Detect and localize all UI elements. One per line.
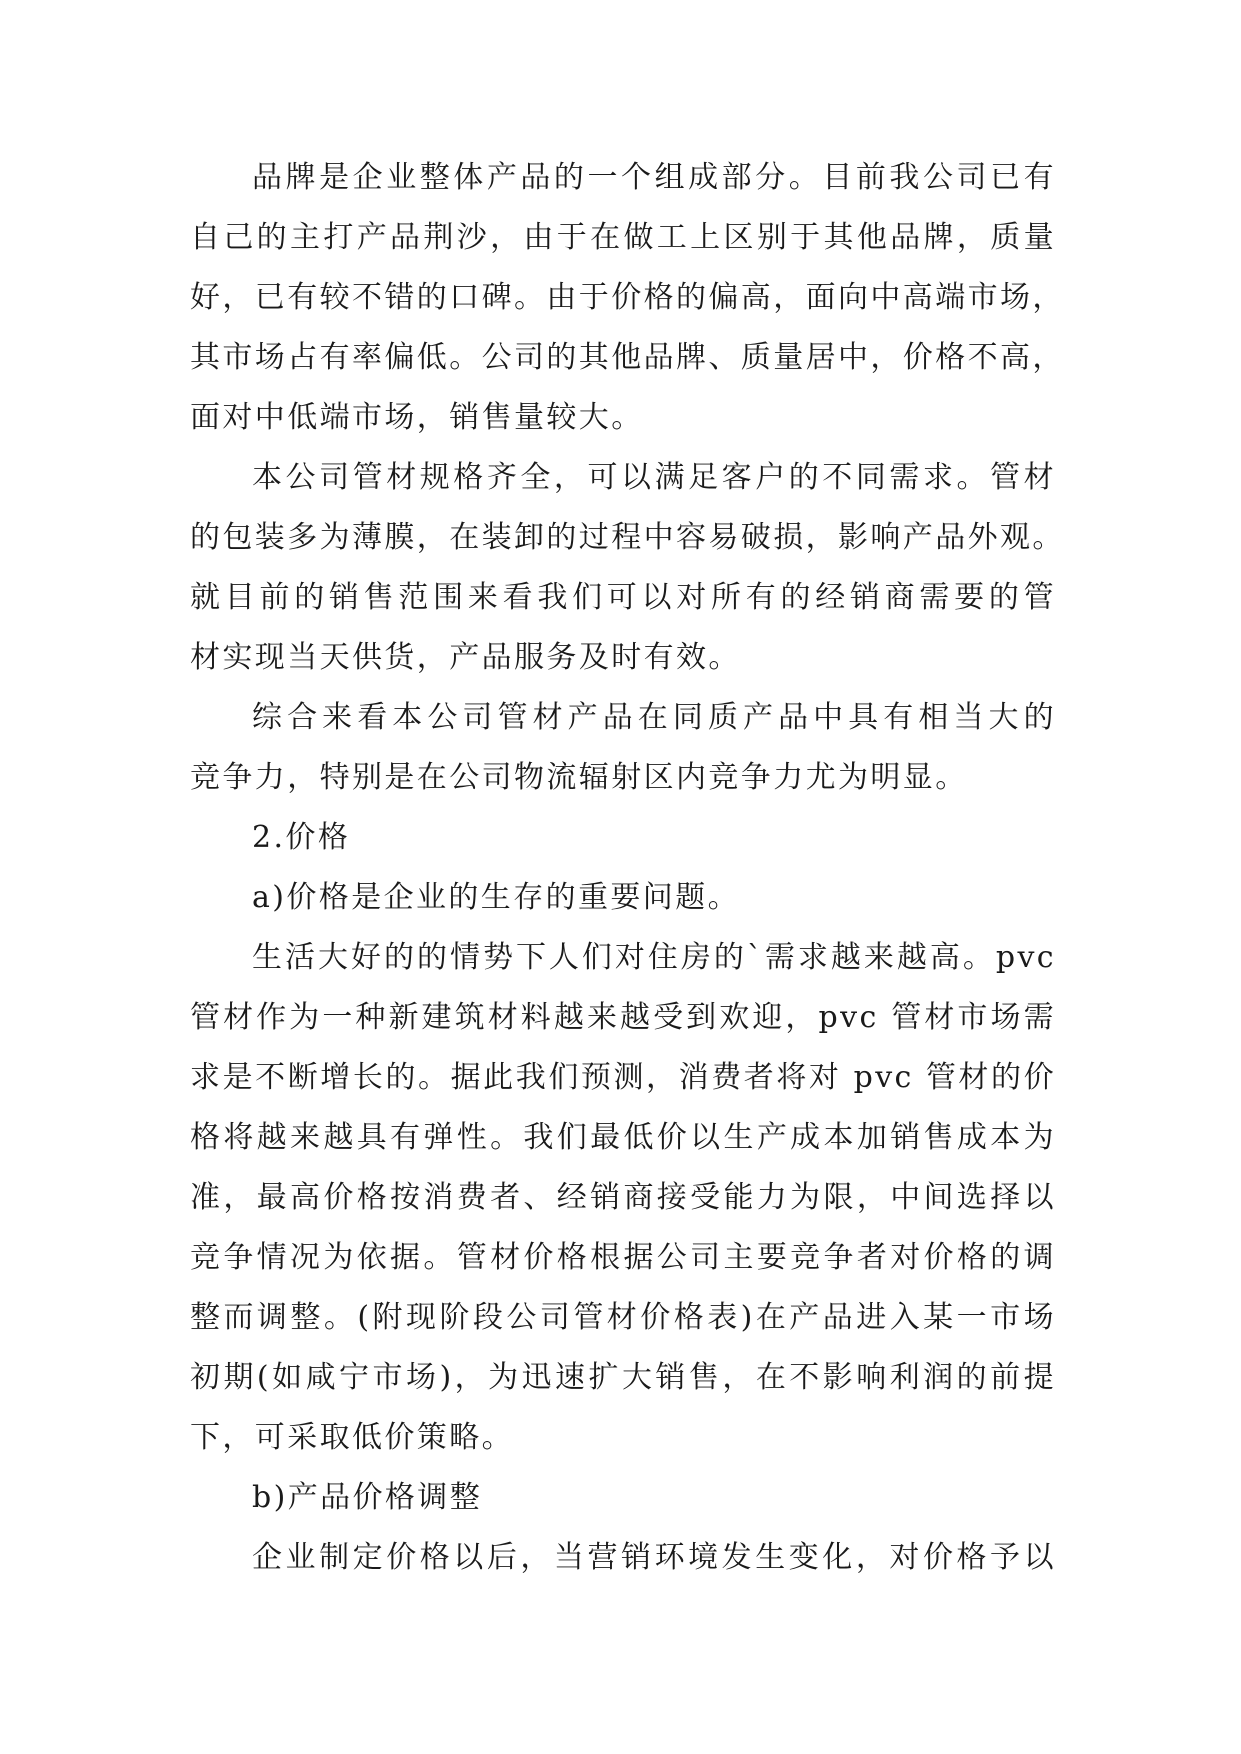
text-line: 品牌是企业整体产品的一个组成部分。目前我公司已有 (252, 160, 1056, 195)
text-line: 管材作为一种新建筑材料越来越受到欢迎，pvc 管材市场需 (190, 1000, 1056, 1035)
paragraph-price-strategy (190, 928, 1056, 1468)
text-line: 就目前的销售范围来看我们可以对所有的经销商需要的管 (190, 580, 1056, 615)
text-line: 企业制定价格以后，当营销环境发生变化，对价格予以 (252, 1540, 1056, 1575)
paragraph-specs (190, 448, 1065, 688)
text-line: 2.价格 (252, 820, 351, 855)
subheading-price-adjustment (190, 1468, 1056, 1528)
text-line: 求是不断增长的。据此我们预测，消费者将对 pvc 管材的价 (190, 1060, 1056, 1095)
text-line: 竞争情况为依据。管材价格根据公司主要竞争者对价格的调 (190, 1240, 1056, 1275)
text-line: a)价格是企业的生存的重要问题。 (252, 880, 740, 915)
section-heading-price (190, 808, 1056, 868)
text-line: 本公司管材规格齐全，可以满足客户的不同需求。管材 (252, 460, 1056, 495)
text-line: 初期(如咸宁市场)，为迅速扩大销售，在不影响利润的前提 (190, 1360, 1056, 1395)
text-line: 生活大好的的情势下人们对住房的`需求越来越高。pvc (252, 940, 1056, 975)
text-line: 准，最高价格按消费者、经销商接受能力为限，中间选择以 (190, 1180, 1056, 1215)
text-line: 格将越来越具有弹性。我们最低价以生产成本加销售成本为 (190, 1120, 1056, 1155)
text-line: 整而调整。(附现阶段公司管材价格表)在产品进入某一市场 (190, 1300, 1056, 1335)
document-body (190, 148, 1065, 1588)
paragraph-summary (190, 688, 1056, 808)
paragraph-brand (190, 148, 1065, 448)
text-line: 好，已有较不错的口碑。由于价格的偏高，面向中高端市场， (190, 280, 1065, 315)
text-line: 其市场占有率偏低。公司的其他品牌、质量居中，价格不高， (190, 340, 1065, 375)
subheading-price-importance (190, 868, 1056, 928)
text-line: b)产品价格调整 (252, 1480, 483, 1515)
text-line: 综合来看本公司管材产品在同质产品中具有相当大的 (252, 700, 1056, 735)
text-line: 材实现当天供货，产品服务及时有效。 (190, 640, 741, 675)
text-line: 的包装多为薄膜，在装卸的过程中容易破损，影响产品外观。 (190, 520, 1065, 555)
text-line: 面对中低端市场，销售量较大。 (190, 400, 644, 435)
text-line: 竞争力，特别是在公司物流辐射区内竞争力尤为明显。 (190, 760, 968, 795)
text-line: 下，可采取低价策略。 (190, 1420, 514, 1455)
text-line: 自己的主打产品荆沙，由于在做工上区别于其他品牌，质量 (190, 220, 1056, 255)
paragraph-price-adjustment (190, 1528, 1056, 1588)
